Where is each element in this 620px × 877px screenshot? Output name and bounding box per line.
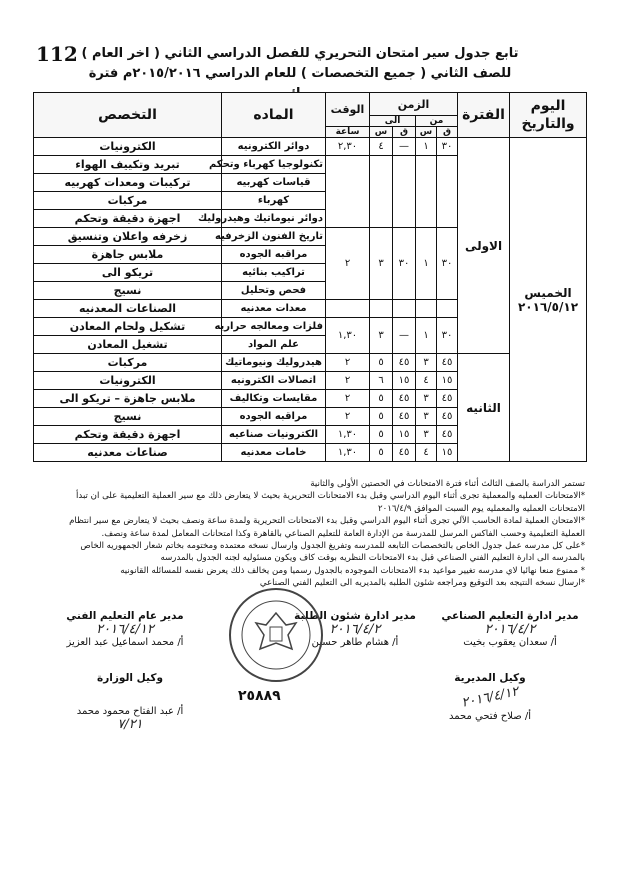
to-hour: ٥ <box>370 354 393 372</box>
from-hour: ١ <box>416 228 437 300</box>
subject-cell: مقايسات وتكاليف <box>222 390 326 408</box>
from-hour: ٣ <box>416 390 437 408</box>
to-hour: ٦ <box>370 372 393 390</box>
from-minutes: ٤٥ <box>437 426 458 444</box>
from-hour <box>416 300 437 318</box>
table-row <box>34 354 587 372</box>
header-subject: الماده <box>222 93 326 138</box>
period-first: الاولى <box>458 138 510 354</box>
to-minutes: ٤٥ <box>393 408 416 426</box>
period-second: الثانيه <box>458 354 510 462</box>
signature-undersecretary: وكيل الوزارة أ/ عبد الفتاح محمود محمد ٧/٢١ <box>76 672 184 732</box>
duration <box>326 300 370 318</box>
subject-cell: هيدروليك ونيوماتيك <box>222 354 326 372</box>
note-line: *ارسال نسخه النتيجه بعد التوقيع ومراجعه شئون الطلبه بالمديريه الى التعليم الفني الصناعي <box>259 578 585 589</box>
from-hour: ٣ <box>416 426 437 444</box>
reference-code: ٢٥٨٨٩ <box>238 688 281 704</box>
duration: ٢,٣٠ <box>326 138 370 156</box>
from-minutes: ٣٠ <box>437 138 458 156</box>
specialty-cell: الكترونيات <box>34 138 222 156</box>
specialty-cell: نسيج <box>34 282 222 300</box>
from-minutes: ٣٠ <box>437 228 458 300</box>
page-number: 112 <box>36 42 78 66</box>
specialty-cell: اجهزة دقيقة وتحكم <box>34 210 222 228</box>
subject-cell: مراقبه الجوده <box>222 246 326 264</box>
duration: ١,٣٠ <box>326 318 370 354</box>
subject-cell: خامات معدنيه <box>222 444 326 462</box>
subject-cell: دوائر نيوماتيك وهيدروليك <box>222 210 326 228</box>
header-time: الزمن <box>370 93 458 116</box>
to-hour: ٥ <box>370 426 393 444</box>
signature-industrial: مدير ادارة التعليم الصناعي ٢٠١٦/٤/٢ أ/ سعدان يعقوب بخيت <box>441 610 579 648</box>
to-minutes: ٤٥ <box>393 390 416 408</box>
subject-cell: تراكيب بنائيه <box>222 264 326 282</box>
specialty-cell: الصناعات المعدنيه <box>34 300 222 318</box>
note-line: تستمر الدراسة بالصف الثالث أثناء فترة الامتحانات في الحصتين الأولى والثانية <box>310 479 585 489</box>
eagle-seal-stamp-icon <box>226 585 326 685</box>
specialty-cell: ملابس جاهزة <box>34 246 222 264</box>
to-minutes: — <box>393 318 416 354</box>
note-line: الامتحانات العمليه والمعمليه يوم السبت الموافق ٢٠١٦/٤/٩ <box>377 503 585 514</box>
specialty-cell: تركيبات ومعدات كهربيه <box>34 174 222 192</box>
from-hour: ١ <box>416 138 437 156</box>
exam-schedule-table <box>33 92 587 462</box>
specialty-cell: نسيج <box>34 408 222 426</box>
specialty-cell: مركبات <box>34 354 222 372</box>
specialty-cell: زخرفه واعلان وتنسيق <box>34 228 222 246</box>
header-to-h: ق <box>393 127 416 138</box>
header-specialty: التخصص <box>34 93 222 138</box>
to-hour: ٤ <box>370 138 393 156</box>
subject-cell: اتصالات الكترونيه <box>222 372 326 390</box>
from-hour: ١ <box>416 318 437 354</box>
from-hour: ٣ <box>416 408 437 426</box>
to-hour: ٣ <box>370 228 393 300</box>
specialty-cell: تشغيل المعادن <box>34 336 222 354</box>
duration: ١,٣٠ <box>326 426 370 444</box>
subject-cell: مراقبه الجوده <box>222 408 326 426</box>
header-period: الفترة <box>458 93 510 138</box>
subject-cell: تاريخ الفنون الزخرفيه <box>222 228 326 246</box>
signature-affairs: مدير ادارة شئون الطلبة ٢٠١٦/٤/٢ أ/ هشام طاهر حسين <box>294 610 416 648</box>
from-minutes <box>437 156 458 228</box>
note-line: بالمدرسه الى ادارة التعليم الفني الصناعي قبل بدء الامتحانات النظريه بوقت كاف ويكون مسئوليه لجنه الجدول بالمدرسه <box>160 553 585 564</box>
subject-cell: فحص وتحليل <box>222 282 326 300</box>
from-hour: ٣ <box>416 354 437 372</box>
duration: ٢ <box>326 228 370 300</box>
to-minutes: — <box>393 138 416 156</box>
header-from: من <box>416 116 458 127</box>
from-minutes: ١٥ <box>437 372 458 390</box>
specialty-cell: صناعات معدنيه <box>34 444 222 462</box>
duration: ١,٣٠ <box>326 444 370 462</box>
subject-cell: علم المواد <box>222 336 326 354</box>
header-from-h: ق <box>437 127 458 138</box>
header-from-m: س <box>416 127 437 138</box>
note-line: *على كل مدرسه عمل جدول الخاص بالتخصصات التابعه للمدرسه وتفريغ الجدول وارسال نسخه معتمده ومختومه بخاتم شعار الجمهوريه الخاص <box>80 541 585 552</box>
title-line-2: للصف الثاني ( جميع التخصصات ) للعام الدراسي ٢٠١٥/٢٠١٦م فترة <box>88 66 512 81</box>
signature-general: مدير عام التعليم الفني ٢٠١٦/٤/١٢ أ/ محمد اسماعيل عبد العزيز <box>66 610 184 648</box>
specialty-cell: تبريد وتكييف الهواء <box>34 156 222 174</box>
from-hour: ٤ <box>416 444 437 462</box>
day-cell: الخميس ٢٠١٦/٥/١٢ <box>510 138 587 462</box>
from-hour: ٤ <box>416 372 437 390</box>
header-hour: ساعة <box>326 127 370 138</box>
specialty-cell: الكترونيات <box>34 372 222 390</box>
subject-cell: دوائر الكترونيه <box>222 138 326 156</box>
note-line: العملية التعليمية وحسب الفاكس المرسل للمدرسة من الإدارة العامة للتعليم الصناعي بالقاهرة وكذا امتحانات المعامل لمدة ساعة ونصف. <box>101 528 585 539</box>
from-minutes: ٤٥ <box>437 390 458 408</box>
to-minutes: ٤٥ <box>393 444 416 462</box>
header-to-m: س <box>370 127 393 138</box>
header-day: اليوم والتاريخ <box>510 93 587 138</box>
to-minutes: ٣٠ <box>393 228 416 300</box>
from-minutes: ١٥ <box>437 444 458 462</box>
table-row <box>34 138 587 156</box>
to-minutes <box>393 156 416 228</box>
header-duration: الوقت <box>326 93 370 127</box>
specialty-cell: تشكيل ولحام المعادن <box>34 318 222 336</box>
note-line: *الامتحانات العمليه والمعملية تجرى أثناء اليوم الدراسي وقبل بدء الامتحانات التحريرية بحيث لا يتعارض ذلك مع سير العملية التعليمية على ان تبدأ <box>76 491 585 502</box>
from-minutes: ٤٥ <box>437 408 458 426</box>
subject-cell: قياسات كهربيه <box>222 174 326 192</box>
to-hour <box>370 156 393 228</box>
specialty-cell: مركبات <box>34 192 222 210</box>
specialty-cell: اجهزة دقيقة وتحكم <box>34 426 222 444</box>
duration: ٢ <box>326 354 370 372</box>
to-minutes <box>393 300 416 318</box>
duration: ٢ <box>326 372 370 390</box>
from-hour <box>416 156 437 228</box>
note-line: *الامتحان العملية لمادة الحاسب الآلي تجرى أثناء اليوم الدراسي وقبل بدء الامتحانات التحريرية ولمدة ساعة ونصف بحيث لا يتعارض مع سير انتظام <box>69 516 585 527</box>
specialty-cell: تريكو الى <box>34 264 222 282</box>
subject-cell: الكترونيات صناعيه <box>222 426 326 444</box>
to-hour: ٥ <box>370 390 393 408</box>
title-line-1: تابع جدول سير امتحان التحريري للفصل الدراسي الثاني ( اخر العام ) <box>81 46 519 61</box>
to-minutes: ٤٥ <box>393 354 416 372</box>
to-minutes: ١٥ <box>393 372 416 390</box>
from-minutes: ٤٥ <box>437 354 458 372</box>
note-line: * ممنوع منعا نهائيا لاي مدرسه تغيير مواعيد بدء الامتحانات الموجوده بالجدول رسميا ومن يخالف ذلك يعرض نفسه للمسائله القانونيه <box>120 565 585 576</box>
to-hour: ٣ <box>370 318 393 354</box>
signature-deputy: وكيل المديرية ٢٠١٦/٤/١٢ أ/ صلاح فتحي محمد <box>448 672 532 722</box>
specialty-cell: ملابس جاهزة – تريكو الى <box>34 390 222 408</box>
duration <box>326 156 370 228</box>
to-minutes: ١٥ <box>393 426 416 444</box>
subject-cell: تكنولوجيا كهرباء وتحكم <box>222 156 326 174</box>
subject-cell: كهرباء <box>222 192 326 210</box>
to-hour <box>370 300 393 318</box>
header-to: الى <box>370 116 416 127</box>
from-minutes: ٣٠ <box>437 318 458 354</box>
subject-cell: فلزات ومعالجه حراريه <box>222 318 326 336</box>
to-hour: ٥ <box>370 408 393 426</box>
notes-section <box>40 478 585 590</box>
subject-cell: معدات معدنيه <box>222 300 326 318</box>
duration: ٢ <box>326 390 370 408</box>
from-minutes <box>437 300 458 318</box>
to-hour: ٥ <box>370 444 393 462</box>
duration: ٢ <box>326 408 370 426</box>
